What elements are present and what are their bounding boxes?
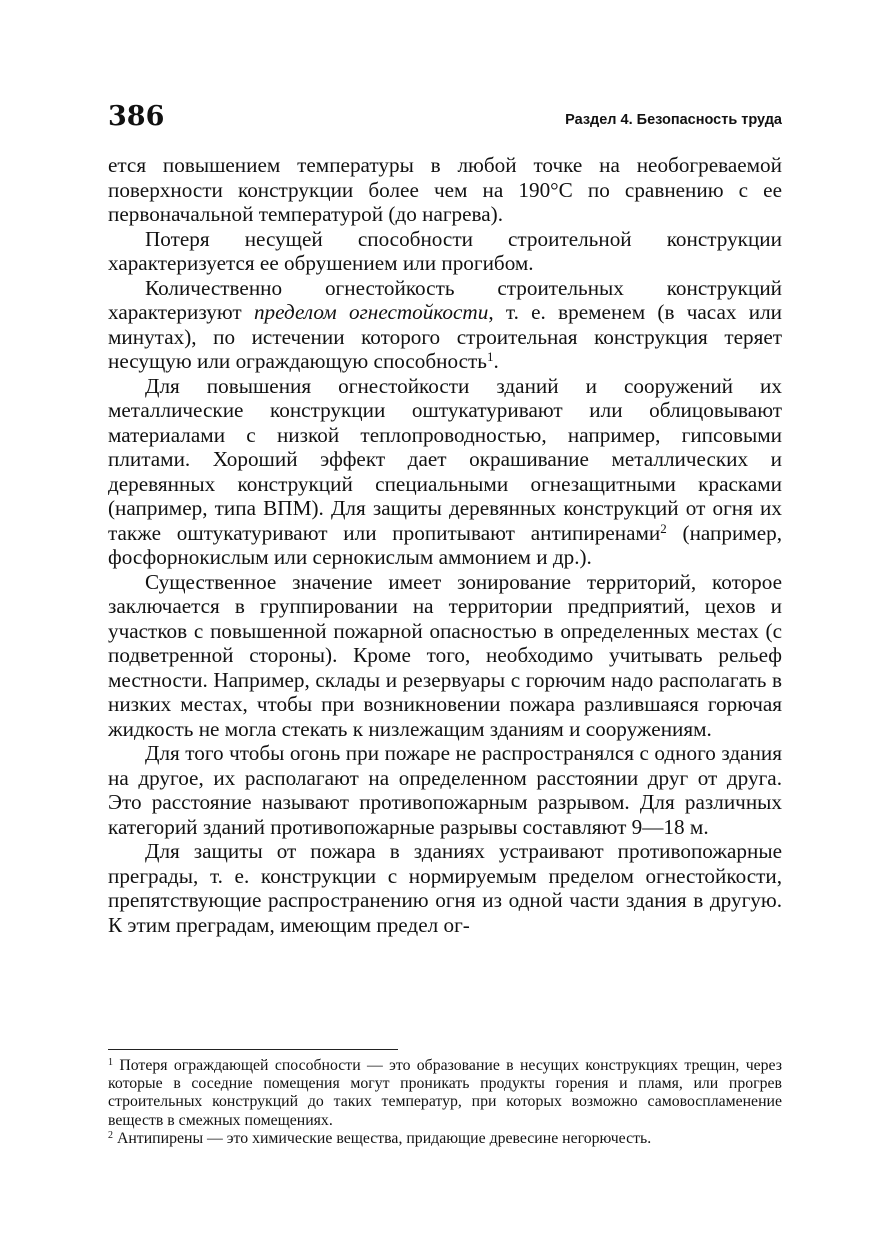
footnote-1-text: Потеря ограждающей способности — это образование в несущих конструкциях трещин, через которые в соседние помещения могут проникать продукты горения и пламя, или прогрев строительных конструкций до таких температур, при которых возможно самовоспламенение веществ в смежных помещениях. — [108, 1057, 782, 1129]
footnote-ref-1[interactable]: 1 — [486, 349, 494, 364]
paragraph-4-text-cont: (например, фосфорнокислым или сернокислым аммонием и др.). — [108, 520, 783, 569]
paragraph-3-end: . — [493, 349, 499, 373]
paragraph-7: Для защиты от пожара в зданиях устраивают противопожарные преграды, т. е. конструкции с нормируемым пределом огнестойкости, препятствующие распространению огня из одной части здания в другую. К этим преградам, имеющим предел ог- — [108, 839, 782, 937]
paragraph-4 — [108, 374, 782, 570]
page-header — [108, 100, 782, 136]
footnote-ref-2[interactable]: 2 — [660, 520, 667, 536]
paragraph-6: Для того чтобы огонь при пожаре не распространялся с одного здания на другое, их располагают на определенном расстоянии друг от друга. Это расстояние называют противопожарным разрывом. Для различных категорий зданий противопожарные разрывы составляют 9—18 м. — [108, 741, 782, 839]
footnote-2-text: Антипирены — это химические вещества, придающие древесине негорючесть. — [113, 1129, 652, 1147]
paragraph-3 — [108, 276, 782, 374]
paragraph-5: Существенное значение имеет зонирование территорий, которое заключается в группировании на территории предприятий, цехов и участков с повышенной пожарной опасностью в определенных местах (с подветренной стороны). Кроме того, необходимо учитывать рельеф местности. Например, склады и резервуары с горючим надо располагать в низких местах, чтобы при возникновении пожара разлившаяся горючая жидкость не могла стекать к низлежащим зданиям и сооружениям. — [108, 569, 782, 741]
footnotes — [108, 1057, 782, 1148]
footnote-2-mark: 2 — [108, 1129, 113, 1141]
running-head: Раздел 4. Безопасность труда — [565, 112, 782, 128]
footnote-1-mark: 1 — [108, 1057, 113, 1068]
footnote-divider — [108, 1049, 398, 1050]
footnote-1 — [108, 1057, 782, 1130]
body-text — [108, 153, 782, 937]
paragraph-3-text-cont: , т. е. временем (в часах или минутах), по истечении которого строительная конструкция теряет несущую или ограждающую способность — [108, 300, 782, 373]
footnote-2 — [108, 1130, 782, 1148]
paragraph-1: ется повышением температуры в любой точке на необогреваемой поверхности конструкции более чем на 190°С по сравнению с ее первоначальной температурой (до нагрева). — [108, 153, 782, 226]
paragraph-3-text: Количественно огнестойкость строительных конструкций характеризуют — [108, 275, 782, 324]
page-number: 386 — [108, 101, 165, 132]
paragraph-4-text: Для повышения огнестойкости зданий и сооружений их металлические конструкции оштукатуривают или облицовывают материалами с низкой теплопроводностью, например, гипсовыми плитами. Хороший эффект дает окрашивание металлических и деревянных конструкций специальными огнезащитными красками (например, типа ВПМ). Для защиты деревянных конструкций от огня их также оштукатуривают или пропитывают антипиренами — [108, 373, 782, 545]
term-fire-resistance-limit: пределом огнестойкости — [253, 300, 489, 324]
paragraph-2: Потеря несущей способности строительной конструкции характеризуется ее обрушением или прогибом. — [108, 226, 782, 275]
